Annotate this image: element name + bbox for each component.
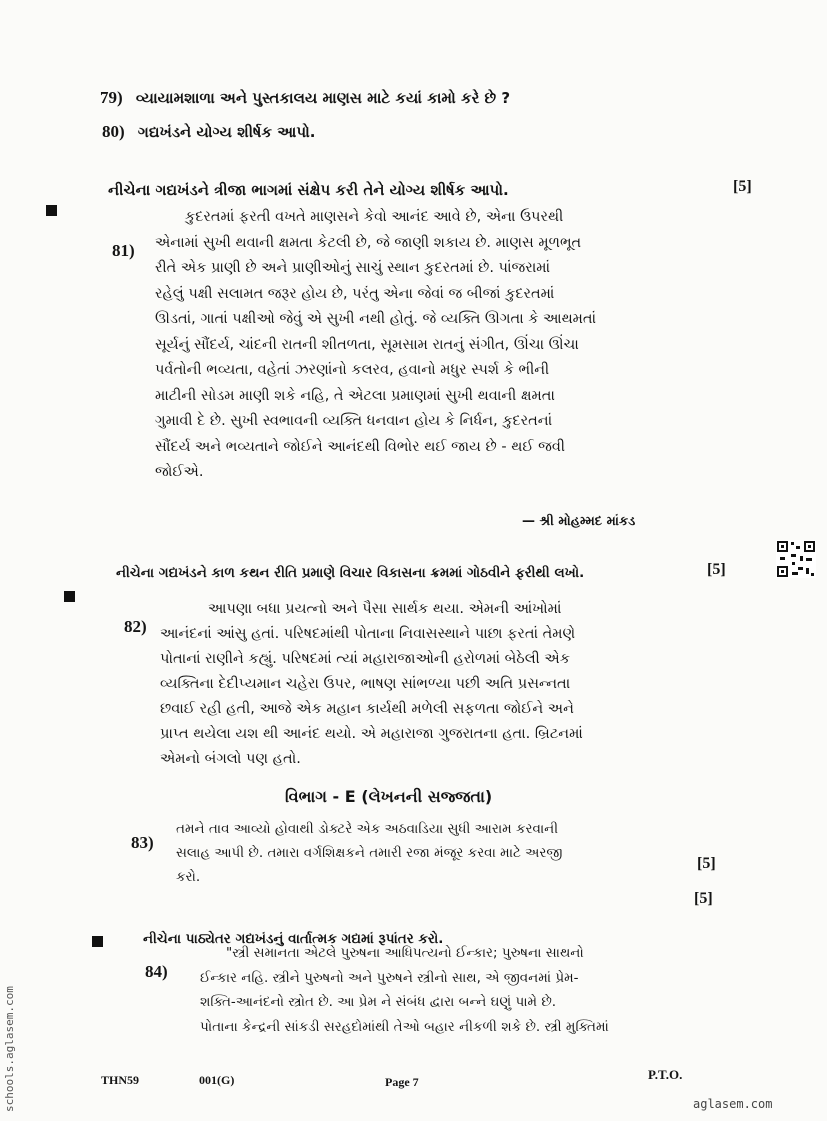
passage-line: સલાહ આપી છે. તમારા વર્ગશિક્ષકને તમારી રજા મંજૂર કરવા માટે અરજી [176,845,563,861]
passage-line: રહેલું પક્ષી સલામત જરૂર હોય છે, પરંતુ એના જેવાં જ બીજાં કુદરતમાં [155,285,555,302]
passage-line: કુદરતમાં ફરતી વખતે માણસને કેવો આનંદ આવે છે, એના ઉપરથી [185,209,564,225]
question-text: ગદ્યખંડને યોગ્ય શીર્ષક આપો. [137,123,316,141]
side-url: schools.aglasem.com [3,986,16,1112]
passage-line: પોતાના કેન્દ્રની સાંકડી સરહદોમાંથી તેઓ બહાર નીકળી શકે છે. સ્ત્રી મુક્તિમાં [200,1018,609,1035]
question-79 [100,88,510,108]
passage-line: જોઈએ. [155,464,204,480]
passage-line: સૌંદર્ય અને ભવ્યતાને જોઈને આનંદથી વિભોર થઈ જાય છે - થઈ જવી [155,438,566,455]
marks-label: [5] [707,561,726,578]
passage-81 [155,205,596,486]
marks-label: [5] [694,890,713,907]
passage-82 [160,597,583,772]
passage-84 [200,941,609,1039]
square-bullet-icon [64,591,75,602]
section-instruction: નીચેના ગદ્યખંડને ત્રીજા ભાગમાં સંક્ષેપ કરી તેને યોગ્ય શીર્ષક આપો. [108,181,509,199]
question-number: 80) [102,122,125,141]
passage-line: છવાઈ રહી હતી, આજે એક મહાન કાર્યથી મળેલી સફળતા જોઈને અને [160,701,574,717]
passage-line: માટીની સોડમ માણી શકે નહિ, તે એટલા પ્રમાણમાં સુખી થવાની ક્ષમતા [155,387,555,404]
passage-line: ઊડતાં, ગાતાં પક્ષીઓ જેવું એ સુખી નથી હોતું. જે વ્યક્તિ ઊગતા કે આથમતાં [155,311,597,327]
marks-label: [5] [697,855,716,872]
question-number: 82) [124,617,147,636]
square-bullet-icon [92,936,103,947]
passage-line: સૂર્યનું સૌંદર્ય, ચાંદની રાતની શીતળતા, સૂમસામ રાતનું સંગીત, ઊંચા ઊંચા [155,336,579,353]
passage-line: કરો. [176,869,201,885]
passage-line: એનામાં સુખી થવાની ક્ષમતા કેટલી છે, જે જાણી શકાય છે. માણસ મૂળભૂત [155,234,582,251]
passage-line: તમને તાવ આવ્યો હોવાથી ડોક્ટરે એક અઠવાડિયા સુધી આરામ કરવાની [176,821,559,837]
question-number: 79) [100,88,123,107]
footer-pto: P.T.O. [648,1067,683,1082]
square-bullet-icon [46,205,57,216]
passage-line: રીતે એક પ્રાણી છે અને પ્રાણીઓનું સાચું સ્થાન કુદરતમાં છે. પાંજરામાં [155,260,551,276]
passage-line: શક્તિ-આનંદનો સ્ત્રોત છે. આ પ્રેમ ને સંબંધ દ્વારા બન્ને ઘણું પામે છે. [200,994,557,1010]
passage-line: આનંદનાં આંસુ હતાં. પરિષદમાંથી પોતાના નિવાસસ્થાને પાછા ફરતાં તેમણે [160,626,576,642]
question-83-text [176,817,562,889]
passage-line: પ્રાપ્ત થયેલા યશ થી આનંદ થયો. એ મહારાજા ગુજરાતના હતા. બ્રિટનમાં [160,726,583,742]
passage-line: પર્વતોની ભવ્યતા, વહેતાં ઝરણાંનો કલરવ, હવાનો મધુર સ્પર્શ કે ભીની [155,362,550,378]
passage-line: ઈન્કાર નહિ. સ્ત્રીને પુરુષનો અને પુરુષને સ્ત્રીનો સાથ, એ જીવનમાં પ્રેમ- [200,969,579,986]
footer-paper: 001(G) [199,1073,235,1087]
footer-page: Page 7 [385,1075,419,1089]
question-80 [102,122,316,142]
passage-line: ગુમાવી દે છે. સુખી સ્વભાવની વ્યક્તિ ધનવાન હોય કે નિર્ધન, કુદરતનાં [155,413,553,429]
section-instruction: નીચેના ગદ્યખંડને કાળ કથન રીતિ પ્રમાણે વિચાર વિકાસના ક્રમમાં ગોઠવીને ફરીથી લખો. [116,565,585,581]
question-text: વ્યાયામશાળા અને પુસ્તકાલય માણસ માટે કયાં કામો કરે છે ? [135,89,511,107]
passage-author: — શ્રી મોહમ્મદ માંકડ [522,514,636,529]
watermark: aglasem.com [693,1097,773,1111]
question-number: 81) [112,241,135,260]
passage-line: પોતાનાં રાણીને કહ્યું. પરિષદમાં ત્યાં મહારાજાઓની હરોળમાં બેઠેલી એક [160,651,570,667]
section-heading: વિભાગ - E (લેખનની સજ્જતા) [285,787,493,806]
marks-label: [5] [733,178,752,195]
footer-code: THN59 [101,1073,140,1087]
passage-line: "સ્ત્રી સમાનતા એટલે પુરુષના આધિપત્યનો ઈન્કાર; પુરુષના સાથનો [226,945,584,961]
qr-code-icon [776,540,816,578]
question-number: 83) [131,833,154,852]
question-number: 84) [145,962,168,981]
section-instruction: નીચેના પાઠ્યેતર ગદ્યખંડનું વાર્તાત્મક ગદ્યમાં રૂપાંતર કરો. [143,931,444,947]
passage-line: વ્યક્તિના દેદીપ્યમાન ચહેરા ઉપર, ભાષણ સાંભળ્યા પછી અતિ પ્રસન્નતા [160,676,571,692]
passage-line: એમનો બંગલો પણ હતો. [160,751,301,767]
passage-line: આપણા બધા પ્રયત્નો અને પૈસા સાર્થક થયા. એમની આંખોમાં [208,601,562,617]
